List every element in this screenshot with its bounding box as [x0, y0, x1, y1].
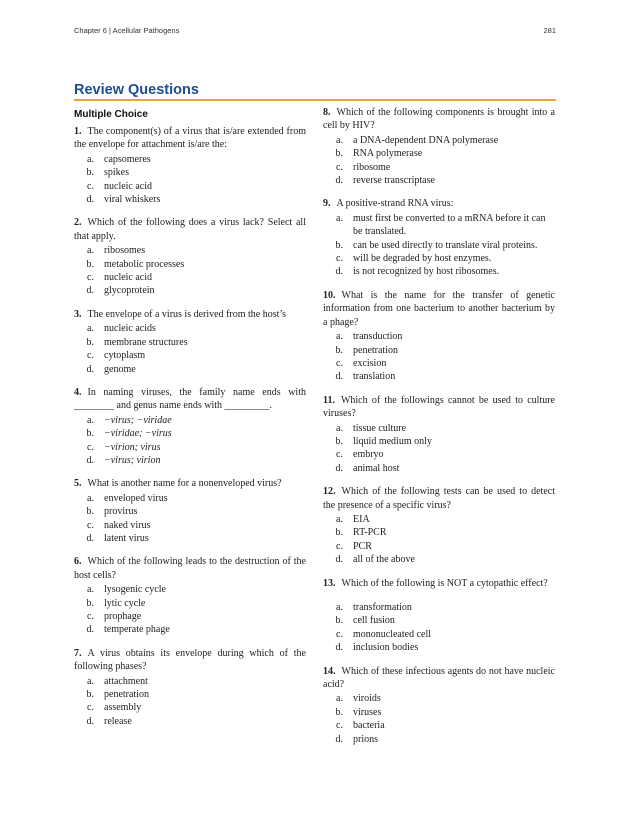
option-text: prophage	[104, 611, 142, 622]
answer-option	[74, 166, 306, 179]
answer-option	[323, 147, 555, 160]
option-letter: a.	[336, 422, 343, 434]
left-column	[74, 106, 306, 738]
option-letter: d.	[335, 266, 343, 278]
question-text: Which of the following does a virus lack? Select all that apply.	[74, 217, 306, 242]
answer-option	[74, 688, 306, 701]
option-text: EIA	[353, 513, 370, 525]
option-text: a DNA-dependent DNA polymerase	[353, 134, 499, 146]
option-text: must first be converted to a mRNA before it can be translated.	[353, 212, 546, 238]
option-text: animal host	[353, 462, 400, 474]
option-letter: d.	[86, 532, 94, 544]
answer-option	[323, 134, 555, 147]
answer-option	[74, 597, 306, 610]
option-text: excision	[353, 357, 387, 369]
option-letter: b.	[335, 527, 343, 539]
answer-option	[323, 692, 555, 705]
option-letter: d.	[86, 624, 94, 636]
answer-option	[323, 252, 555, 265]
answer-option	[323, 719, 555, 732]
answer-option	[323, 435, 555, 448]
question-number: 4.	[74, 386, 82, 398]
question-number: 11.	[323, 394, 335, 406]
question-3	[74, 308, 306, 376]
option-text: −virus; virion	[104, 454, 161, 466]
question-text: What is another name for a nonenveloped virus?	[87, 478, 282, 490]
answer-options	[323, 422, 555, 476]
option-letter: d.	[335, 371, 343, 383]
answer-option	[74, 180, 306, 193]
option-letter: b.	[335, 148, 343, 160]
answer-option	[74, 701, 306, 714]
answer-option	[74, 193, 306, 206]
option-letter: b.	[335, 706, 343, 718]
option-text: naked virus	[104, 519, 151, 531]
answer-option	[323, 526, 555, 539]
option-text: −virion; virus	[104, 441, 161, 453]
option-letter: c.	[336, 628, 343, 640]
option-text: transformation	[353, 602, 412, 613]
question-number: 14.	[323, 665, 336, 677]
answer-option	[323, 212, 555, 239]
option-letter: b.	[86, 167, 94, 179]
option-text: assembly	[104, 702, 142, 714]
question-number: 7.	[74, 647, 82, 659]
option-text: ribosomes	[104, 245, 146, 257]
question-text: Which of these infectious agents do not have nucleic acid?	[323, 665, 555, 691]
option-text: cell fusion	[353, 615, 395, 627]
option-letter: a.	[87, 414, 94, 426]
option-text: penetration	[353, 344, 398, 356]
option-letter: c.	[87, 519, 94, 531]
option-text: reverse transcriptase	[353, 175, 435, 187]
question-stem	[323, 485, 555, 512]
question-text: The envelope of a virus is derived from the host’s	[87, 308, 287, 320]
answer-options	[323, 601, 555, 655]
option-letter: c.	[336, 253, 343, 265]
answer-options	[323, 330, 555, 384]
option-text: is not recognized by host ribosomes.	[353, 266, 500, 278]
subheading: Multiple Choice	[74, 109, 148, 120]
option-letter: a.	[336, 513, 343, 525]
question-number: 13.	[323, 577, 336, 589]
option-letter: a.	[87, 675, 94, 687]
option-letter: b.	[86, 597, 94, 609]
answer-option	[74, 427, 306, 440]
option-text: glycoprotein	[104, 285, 155, 297]
question-9	[323, 197, 555, 278]
question-text: Which of the following components is brought into a cell by HIV?	[323, 107, 555, 132]
answer-option	[323, 462, 555, 475]
option-letter: b.	[86, 428, 94, 440]
option-text: embryo	[353, 449, 384, 461]
option-text: ribosome	[353, 161, 391, 173]
option-text: nucleic acids	[104, 323, 156, 335]
option-text: will be degraded by host enzymes.	[353, 253, 492, 265]
answer-option	[323, 344, 555, 357]
option-text: metabolic processes	[104, 258, 185, 270]
answer-option	[323, 357, 555, 370]
question-stem	[323, 106, 555, 133]
option-letter: d.	[335, 642, 343, 654]
question-text: A virus obtains its envelope during which of the following phases?	[74, 647, 306, 673]
answer-option	[323, 265, 555, 278]
option-letter: c.	[336, 540, 343, 552]
question-text: A positive-strand RNA virus:	[336, 198, 454, 210]
option-letter: b.	[335, 435, 343, 447]
answer-option	[74, 244, 306, 257]
option-letter: c.	[336, 720, 343, 732]
question-stem	[74, 647, 306, 674]
answer-options	[323, 692, 555, 746]
question-number: 8.	[323, 107, 331, 118]
option-text: all of the above	[353, 554, 415, 566]
option-text: tissue culture	[353, 422, 407, 434]
question-stem	[74, 125, 306, 152]
answer-option	[74, 610, 306, 623]
option-text: viroids	[353, 693, 381, 705]
option-text: mononucleated cell	[353, 628, 432, 640]
running-head	[74, 26, 556, 35]
answer-option	[323, 601, 555, 614]
option-text: membrane structures	[104, 336, 188, 348]
option-letter: c.	[87, 180, 94, 192]
answer-option	[323, 239, 555, 252]
answer-options	[323, 212, 555, 279]
answer-option	[74, 441, 306, 454]
option-letter: c.	[87, 611, 94, 622]
question-13	[323, 577, 555, 655]
option-letter: c.	[87, 441, 94, 453]
option-text: nucleic acid	[104, 272, 153, 284]
option-letter: b.	[335, 615, 343, 627]
answer-option	[323, 614, 555, 627]
question-14	[323, 665, 555, 746]
answer-option	[74, 532, 306, 545]
right-column	[323, 106, 555, 756]
option-text: can be used directly to translate viral proteins.	[353, 239, 538, 251]
option-text: viruses	[353, 706, 382, 718]
answer-option	[323, 448, 555, 461]
question-text: The component(s) of a virus that is/are extended from the envelope for attachment is/are the:	[74, 126, 306, 151]
answer-options	[323, 134, 555, 188]
answer-option	[74, 583, 306, 596]
question-text: Which of the following is NOT a cytopathic effect?	[341, 577, 548, 589]
option-text: nucleic acid	[104, 180, 153, 192]
option-letter: d.	[86, 363, 94, 375]
answer-option	[74, 715, 306, 728]
question-number: 1.	[74, 126, 82, 137]
option-letter: d.	[335, 462, 343, 474]
question-stem	[323, 665, 555, 692]
option-letter: c.	[336, 161, 343, 173]
answer-option	[74, 271, 306, 284]
answer-option	[74, 349, 306, 362]
answer-options	[74, 675, 306, 729]
answer-option	[323, 174, 555, 187]
option-letter: d.	[335, 733, 343, 745]
answer-option	[74, 414, 306, 427]
option-text: release	[104, 715, 132, 727]
question-text: Which of the following leads to the destruction of the host cells?	[74, 556, 306, 581]
answer-option	[323, 553, 555, 566]
option-letter: d.	[86, 454, 94, 466]
option-text: lytic cycle	[104, 597, 146, 609]
option-text: −virus; −viridae	[104, 414, 172, 426]
answer-option	[323, 370, 555, 383]
question-6	[74, 555, 306, 636]
option-letter: a.	[87, 492, 94, 504]
option-letter: b.	[86, 258, 94, 270]
answer-option	[74, 492, 306, 505]
option-letter: a.	[87, 153, 94, 165]
option-letter: c.	[336, 357, 343, 369]
question-12	[323, 485, 555, 566]
answer-option	[74, 284, 306, 297]
question-stem	[323, 577, 555, 590]
question-text: What is the name for the transfer of genetic information from one bacterium to another bacterium by a phage?	[323, 289, 555, 328]
question-2	[74, 216, 306, 297]
answer-option	[323, 513, 555, 526]
option-text: penetration	[104, 689, 149, 701]
question-5	[74, 477, 306, 545]
option-text: bacteria	[353, 720, 385, 732]
option-text: translation	[353, 371, 396, 383]
option-text: latent virus	[104, 532, 149, 544]
question-number: 9.	[323, 198, 331, 210]
option-text: attachment	[104, 675, 148, 687]
option-text: viral whiskers	[104, 194, 161, 206]
option-letter: d.	[86, 194, 94, 206]
answer-options	[74, 492, 306, 546]
section-title: Review Questions	[74, 82, 556, 101]
answer-options	[74, 414, 306, 468]
question-text: Which of the following tests can be used to detect the presence of a specific virus?	[323, 486, 555, 511]
answer-option	[74, 363, 306, 376]
question-stem	[323, 197, 555, 210]
option-letter: a.	[336, 134, 343, 146]
option-text: capsomeres	[104, 153, 151, 165]
question-stem	[74, 477, 306, 490]
option-letter: a.	[87, 323, 94, 335]
option-text: cytoplasm	[104, 350, 146, 362]
answer-option	[74, 153, 306, 166]
option-letter: b.	[86, 689, 94, 701]
answer-option	[323, 540, 555, 553]
answer-option	[323, 706, 555, 719]
option-text: provirus	[104, 506, 138, 518]
option-letter: a.	[87, 245, 94, 257]
option-letter: d.	[335, 554, 343, 566]
option-text: temperate phage	[104, 624, 170, 636]
option-text: prions	[353, 733, 378, 745]
option-letter: d.	[86, 285, 94, 297]
answer-option	[74, 336, 306, 349]
option-letter: a.	[336, 212, 343, 224]
question-number: 2.	[74, 217, 82, 229]
chapter-title: Chapter 6 | Acellular Pathogens	[74, 26, 180, 35]
option-letter: c.	[87, 702, 94, 714]
answer-options	[74, 153, 306, 207]
answer-option	[74, 519, 306, 532]
option-letter: d.	[86, 715, 94, 727]
option-text: genome	[104, 363, 136, 375]
answer-options	[74, 244, 306, 298]
option-text: enveloped virus	[104, 492, 168, 504]
question-8	[323, 106, 555, 187]
answer-option	[74, 675, 306, 688]
answer-option	[323, 641, 555, 654]
question-stem	[74, 216, 306, 243]
option-text: lysogenic cycle	[104, 584, 166, 596]
question-stem	[74, 386, 306, 413]
answer-option	[74, 322, 306, 335]
question-stem	[323, 394, 555, 421]
answer-option	[323, 330, 555, 343]
option-text: PCR	[353, 540, 372, 552]
option-letter: b.	[335, 344, 343, 356]
question-stem	[74, 555, 306, 582]
question-1	[74, 125, 306, 206]
question-number: 3.	[74, 308, 82, 320]
answer-option	[323, 422, 555, 435]
option-letter: a.	[336, 693, 343, 705]
answer-option	[323, 733, 555, 746]
option-letter: a.	[336, 331, 343, 343]
question-11	[323, 394, 555, 475]
option-text: transduction	[353, 331, 403, 343]
option-letter: c.	[87, 350, 94, 362]
option-letter: b.	[335, 239, 343, 251]
page-number: 281	[543, 26, 556, 35]
question-4	[74, 386, 306, 467]
answer-option	[74, 258, 306, 271]
answer-option	[74, 623, 306, 636]
option-letter: b.	[86, 506, 94, 518]
question-stem	[323, 289, 555, 329]
option-letter: c.	[336, 449, 343, 461]
option-text: RNA polymerase	[353, 148, 423, 160]
question-stem	[74, 308, 306, 321]
option-text: RT-PCR	[353, 527, 387, 539]
option-letter: d.	[335, 175, 343, 187]
option-text: inclusion bodies	[353, 642, 419, 654]
option-letter: a.	[87, 584, 94, 596]
question-number: 5.	[74, 478, 82, 490]
question-number: 12.	[323, 486, 336, 498]
answer-options	[74, 322, 306, 376]
answer-options	[74, 583, 306, 637]
answer-option	[74, 454, 306, 467]
option-text: −viridae; −virus	[104, 428, 172, 440]
question-10	[323, 289, 555, 384]
question-number: 10.	[323, 289, 336, 301]
question-number: 6.	[74, 556, 82, 568]
answer-option	[323, 161, 555, 174]
option-text: spikes	[104, 167, 129, 179]
option-letter: c.	[87, 272, 94, 284]
question-text: In naming viruses, the family name ends with ________ and genus name ends with _________.	[74, 386, 306, 412]
option-letter: b.	[86, 336, 94, 348]
option-letter: a.	[336, 602, 343, 613]
answer-option	[323, 628, 555, 641]
answer-option	[74, 505, 306, 518]
question-text: Which of the followings cannot be used to culture viruses?	[323, 394, 555, 420]
question-7	[74, 647, 306, 728]
answer-options	[323, 513, 555, 567]
option-text: liquid medium only	[353, 435, 432, 447]
